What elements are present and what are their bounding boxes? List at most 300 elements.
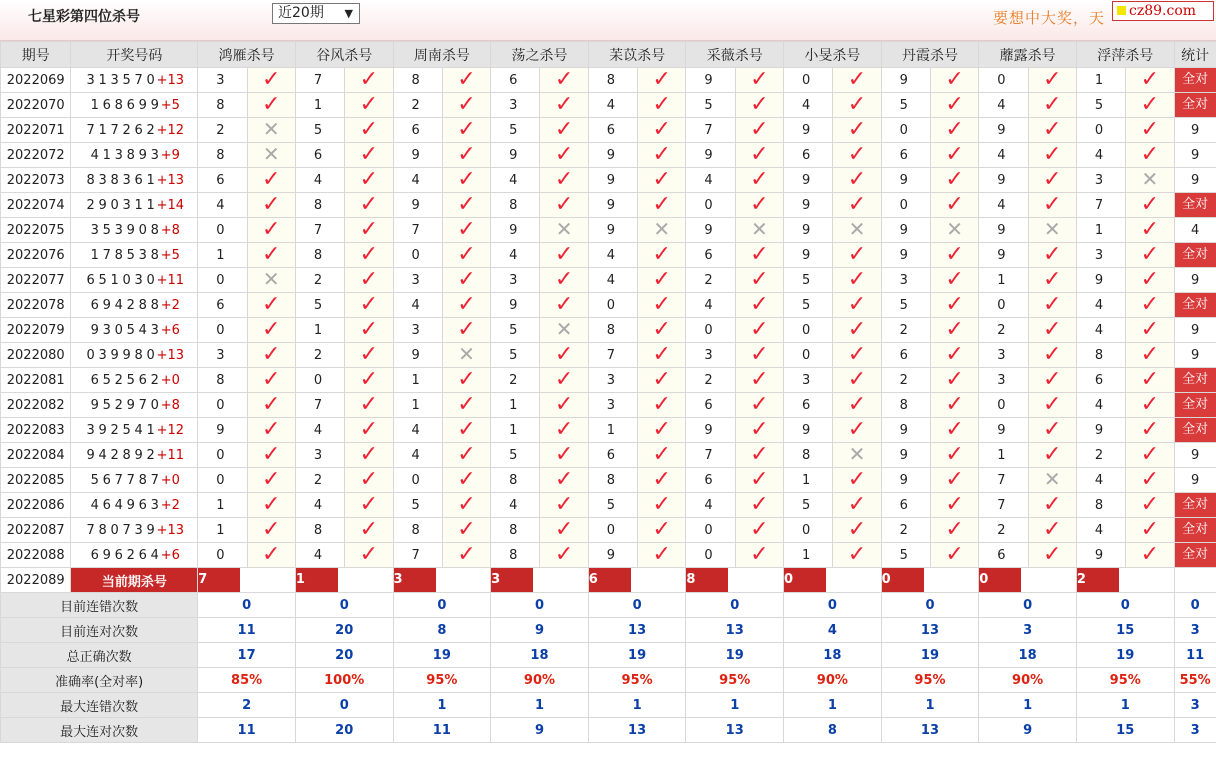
- checkmark-icon: ✓: [554, 342, 574, 367]
- kill-number-cell: 0: [979, 393, 1028, 418]
- checkmark-icon: ✓: [652, 542, 671, 567]
- checkmark-icon: ✓: [652, 242, 671, 267]
- checkmark-icon: ✓: [359, 442, 379, 467]
- all-correct-badge: 全对: [1175, 293, 1216, 317]
- current-kill-number: 0: [979, 568, 1021, 592]
- draw-cell: [71, 318, 198, 343]
- current-kill-number: 3: [491, 568, 533, 592]
- checkmark-icon: ✓: [750, 492, 769, 517]
- kill-number-cell: 9: [588, 168, 637, 193]
- stat-value: 9: [1191, 272, 1200, 288]
- checkmark-icon: ✓: [847, 492, 867, 517]
- result-cell: [638, 193, 686, 218]
- checkmark-icon: ✓: [750, 92, 769, 117]
- kill-number-cell: 5: [881, 293, 930, 318]
- checkmark-icon: ✓: [945, 517, 964, 542]
- kill-number-cell: 2: [881, 318, 930, 343]
- stats-value: 11: [198, 618, 296, 643]
- kill-number-cell: 4: [1076, 393, 1125, 418]
- kill-number-cell: 9: [784, 193, 833, 218]
- kill-number-cell: 1: [491, 393, 540, 418]
- draw-digits: 3 1 3 5 7 0: [86, 72, 155, 88]
- checkmark-icon: ✓: [1140, 467, 1160, 492]
- stat-cell: [1174, 293, 1216, 318]
- period-cell: 2022073: [1, 168, 71, 193]
- result-cell: [1126, 68, 1174, 93]
- stats-value: 95%: [393, 668, 491, 693]
- result-cell: [442, 243, 490, 268]
- result-cell: [1126, 293, 1174, 318]
- kill-number-cell: 9: [686, 218, 735, 243]
- period-cell: 2022072: [1, 143, 71, 168]
- checkmark-icon: ✓: [554, 67, 574, 92]
- draw-sum: +8: [160, 397, 180, 413]
- all-correct-badge: 全对: [1175, 393, 1216, 417]
- result-cell: [1028, 393, 1076, 418]
- draw-digits: 9 5 2 9 7 0: [90, 397, 159, 413]
- kill-number-cell: 6: [784, 143, 833, 168]
- table-row: [1, 193, 1216, 218]
- stat-cell: [1174, 118, 1216, 143]
- draw-sum: +8: [160, 222, 180, 238]
- result-cell: [735, 393, 783, 418]
- kill-number-cell: 3: [198, 68, 247, 93]
- stats-value: 0: [686, 593, 784, 618]
- table-row: [1, 468, 1216, 493]
- kill-number-cell: 0: [686, 193, 735, 218]
- stats-value: 90%: [491, 668, 589, 693]
- current-kill-cell: [393, 568, 491, 593]
- col-header-expert: 鸿雁杀号: [198, 42, 296, 68]
- draw-digits: 6 5 1 0 3 0: [86, 272, 155, 288]
- current-kill-cell: [1076, 568, 1174, 593]
- checkmark-icon: ✓: [847, 242, 867, 267]
- result-cell: [1126, 193, 1174, 218]
- checkmark-icon: ✓: [652, 67, 671, 92]
- kill-number-cell: 0: [686, 543, 735, 568]
- kill-number-cell: 2: [393, 93, 442, 118]
- stat-value: 9: [1191, 147, 1200, 163]
- checkmark-icon: ✓: [652, 117, 671, 142]
- kill-number-cell: 5: [295, 293, 344, 318]
- checkmark-icon: ✓: [554, 92, 574, 117]
- checkmark-icon: ✓: [457, 217, 476, 242]
- checkmark-icon: ✓: [945, 242, 964, 267]
- checkmark-icon: ✓: [847, 392, 867, 417]
- checkmark-icon: ✓: [554, 167, 574, 192]
- checkmark-icon: ✓: [1043, 542, 1062, 567]
- checkmark-icon: ✓: [652, 367, 671, 392]
- stat-value: 9: [1191, 172, 1200, 188]
- kill-number-cell: 5: [295, 118, 344, 143]
- kill-number-cell: 3: [491, 268, 540, 293]
- current-kill-cell: [686, 568, 784, 593]
- result-cell: [247, 168, 295, 193]
- result-cell: [833, 543, 881, 568]
- stats-label: 最大连对次数: [1, 718, 198, 743]
- table-row: [1, 368, 1216, 393]
- result-cell: [735, 168, 783, 193]
- stats-value: 95%: [881, 668, 979, 693]
- result-cell: [247, 343, 295, 368]
- result-cell: [833, 243, 881, 268]
- kill-number-cell: 9: [588, 193, 637, 218]
- checkmark-icon: ✓: [750, 67, 769, 92]
- result-cell: [247, 93, 295, 118]
- checkmark-icon: ✓: [1140, 292, 1160, 317]
- draw-sum: +5: [160, 247, 180, 263]
- stats-row: [1, 643, 1216, 668]
- result-cell: [247, 293, 295, 318]
- checkmark-icon: ✓: [652, 142, 671, 167]
- checkmark-icon: ✓: [554, 267, 574, 292]
- kill-number-cell: 9: [1076, 418, 1125, 443]
- checkmark-icon: ✓: [359, 517, 379, 542]
- stats-value: 95%: [1076, 668, 1174, 693]
- result-cell: [247, 368, 295, 393]
- draw-cell: [71, 168, 198, 193]
- checkmark-icon: ✓: [847, 292, 867, 317]
- site-logo[interactable]: [1112, 1, 1214, 21]
- checkmark-icon: ✓: [847, 117, 867, 142]
- kill-number-cell: 8: [491, 518, 540, 543]
- checkmark-icon: ✓: [1140, 517, 1160, 542]
- stats-value: 20: [295, 618, 393, 643]
- checkmark-icon: ✓: [847, 192, 867, 217]
- checkmark-icon: ✓: [262, 417, 281, 442]
- result-cell: [638, 543, 686, 568]
- period-cell: 2022085: [1, 468, 71, 493]
- kill-number-cell: 7: [979, 493, 1028, 518]
- checkmark-icon: ✓: [652, 192, 671, 217]
- result-cell: [247, 318, 295, 343]
- stat-cell: [1174, 68, 1216, 93]
- current-kill-cell: [881, 568, 979, 593]
- kill-number-cell: 6: [295, 143, 344, 168]
- result-cell: [833, 343, 881, 368]
- checkmark-icon: ✓: [652, 292, 671, 317]
- result-cell: [833, 118, 881, 143]
- slogan-text: 要想中大奖，天: [993, 9, 1106, 27]
- table-header-row: [1, 42, 1216, 68]
- checkmark-icon: ✓: [457, 117, 476, 142]
- result-cell: [442, 368, 490, 393]
- result-cell: [735, 468, 783, 493]
- draw-sum: +2: [160, 297, 180, 313]
- draw-sum: +13: [156, 172, 185, 188]
- checkmark-icon: ✓: [457, 392, 476, 417]
- stats-label: 目前连错次数: [1, 593, 198, 618]
- kill-number-cell: 3: [491, 93, 540, 118]
- checkmark-icon: ✓: [554, 142, 574, 167]
- result-cell: [735, 443, 783, 468]
- draw-sum: +12: [156, 122, 185, 138]
- result-cell: [735, 493, 783, 518]
- result-cell: [540, 218, 588, 243]
- kill-number-cell: 0: [393, 468, 442, 493]
- result-cell: [833, 468, 881, 493]
- stat-cell: [1174, 468, 1216, 493]
- result-cell: [247, 218, 295, 243]
- checkmark-icon: ✓: [652, 267, 671, 292]
- period-select[interactable]: [272, 3, 360, 24]
- kill-number-cell: 1: [295, 318, 344, 343]
- kill-number-cell: 1: [1076, 218, 1125, 243]
- kill-number-cell: 3: [979, 343, 1028, 368]
- kill-number-cell: 0: [295, 368, 344, 393]
- result-cell: [638, 343, 686, 368]
- checkmark-icon: ✓: [652, 92, 671, 117]
- kill-number-cell: 6: [881, 343, 930, 368]
- checkmark-icon: ✓: [1043, 192, 1062, 217]
- table-row: [1, 268, 1216, 293]
- checkmark-icon: ✓: [652, 342, 671, 367]
- checkmark-icon: ✓: [945, 142, 964, 167]
- period-cell: 2022070: [1, 93, 71, 118]
- current-kill-label: 当前期杀号: [71, 568, 198, 593]
- kill-number-cell: 9: [491, 293, 540, 318]
- result-cell: [930, 543, 978, 568]
- checkmark-icon: ✓: [457, 442, 476, 467]
- kill-number-cell: 0: [881, 193, 930, 218]
- checkmark-icon: ✓: [847, 467, 867, 492]
- checkmark-icon: ✓: [1043, 392, 1062, 417]
- result-cell: [247, 393, 295, 418]
- stats-value: 19: [393, 643, 491, 668]
- current-period-cell: 2022089: [1, 568, 71, 593]
- kill-number-cell: 5: [1076, 93, 1125, 118]
- stats-value: 19: [588, 643, 686, 668]
- stat-cell: [1174, 368, 1216, 393]
- result-cell: [735, 343, 783, 368]
- kill-number-cell: 9: [881, 418, 930, 443]
- stats-value: 9: [979, 718, 1077, 743]
- result-cell: [930, 468, 978, 493]
- checkmark-icon: ✓: [554, 292, 574, 317]
- result-cell: [345, 343, 393, 368]
- result-cell: [735, 368, 783, 393]
- period-cell: 2022079: [1, 318, 71, 343]
- kill-number-cell: 0: [686, 318, 735, 343]
- kill-number-cell: 7: [1076, 193, 1125, 218]
- kill-number-cell: 9: [881, 68, 930, 93]
- result-cell: [1126, 118, 1174, 143]
- kill-number-cell: 3: [784, 368, 833, 393]
- kill-number-cell: 4: [588, 268, 637, 293]
- cross-icon: ✕: [555, 217, 573, 241]
- result-cell: [1126, 543, 1174, 568]
- kill-number-cell: 7: [979, 468, 1028, 493]
- stat-cell: [1174, 393, 1216, 418]
- stats-value: 2: [198, 693, 296, 718]
- draw-sum: +11: [156, 272, 185, 288]
- current-kill-number: 7: [198, 568, 240, 592]
- checkmark-icon: ✓: [457, 242, 476, 267]
- kill-number-cell: 6: [784, 393, 833, 418]
- result-cell: [1126, 368, 1174, 393]
- checkmark-icon: ✓: [359, 417, 379, 442]
- checkmark-icon: ✓: [750, 442, 769, 467]
- result-cell: [1126, 93, 1174, 118]
- kill-number-cell: 0: [393, 243, 442, 268]
- kill-number-cell: 1: [588, 418, 637, 443]
- kill-number-cell: 5: [491, 343, 540, 368]
- draw-sum: +14: [156, 197, 185, 213]
- draw-digits: 5 6 7 7 8 7: [90, 472, 159, 488]
- kill-number-cell: 2: [295, 468, 344, 493]
- kill-number-cell: 8: [393, 518, 442, 543]
- result-cell: [930, 143, 978, 168]
- kill-number-cell: 7: [686, 118, 735, 143]
- stats-label: 总正确次数: [1, 643, 198, 668]
- stats-value: 1: [588, 693, 686, 718]
- kill-number-cell: 2: [686, 268, 735, 293]
- result-cell: [638, 493, 686, 518]
- header-bar: [0, 0, 1216, 41]
- kill-number-cell: 9: [686, 68, 735, 93]
- stats-value: 4: [784, 618, 882, 643]
- stats-row: [1, 718, 1216, 743]
- kill-number-cell: 5: [784, 493, 833, 518]
- kill-number-cell: 9: [881, 443, 930, 468]
- stat-value: 9: [1191, 122, 1200, 138]
- checkmark-icon: ✓: [457, 417, 476, 442]
- result-cell: [540, 168, 588, 193]
- kill-number-cell: 2: [491, 368, 540, 393]
- kill-number-cell: 8: [881, 393, 930, 418]
- checkmark-icon: ✓: [1043, 67, 1062, 92]
- table-row: [1, 218, 1216, 243]
- kill-number-cell: 9: [1076, 268, 1125, 293]
- result-cell: [540, 93, 588, 118]
- checkmark-icon: ✓: [457, 467, 476, 492]
- result-cell: [638, 118, 686, 143]
- kill-number-cell: 4: [588, 93, 637, 118]
- result-cell: [247, 193, 295, 218]
- checkmark-icon: ✓: [262, 167, 281, 192]
- result-cell: [1126, 218, 1174, 243]
- stats-value: 13: [881, 718, 979, 743]
- result-cell: [1126, 418, 1174, 443]
- result-cell: [833, 293, 881, 318]
- kill-number-cell: 0: [686, 518, 735, 543]
- kill-number-cell: 9: [588, 218, 637, 243]
- checkmark-icon: ✓: [359, 92, 379, 117]
- result-cell: [540, 518, 588, 543]
- stats-value: 18: [784, 643, 882, 668]
- period-cell: 2022084: [1, 443, 71, 468]
- draw-digits: 9 4 2 8 9 2: [86, 447, 155, 463]
- result-cell: [638, 418, 686, 443]
- result-cell: [540, 393, 588, 418]
- stat-cell: [1174, 268, 1216, 293]
- current-kill-cell: [491, 568, 589, 593]
- kill-number-cell: 0: [198, 468, 247, 493]
- stats-total: 3: [1174, 718, 1216, 743]
- kill-number-cell: 4: [491, 243, 540, 268]
- current-kill-cell: [979, 568, 1077, 593]
- checkmark-icon: ✓: [457, 292, 476, 317]
- checkmark-icon: ✓: [1140, 417, 1160, 442]
- result-cell: [1028, 218, 1076, 243]
- draw-cell: [71, 493, 198, 518]
- table-row: [1, 318, 1216, 343]
- checkmark-icon: ✓: [652, 517, 671, 542]
- checkmark-icon: ✓: [945, 392, 964, 417]
- result-cell: [540, 68, 588, 93]
- cross-icon: ✕: [555, 317, 573, 341]
- stats-total: 0: [1174, 593, 1216, 618]
- result-cell: [930, 93, 978, 118]
- result-cell: [442, 143, 490, 168]
- result-cell: [442, 443, 490, 468]
- kill-number-cell: 9: [881, 168, 930, 193]
- kill-number-cell: 4: [686, 293, 735, 318]
- result-cell: [345, 468, 393, 493]
- kill-number-cell: 0: [198, 443, 247, 468]
- kill-number-cell: 9: [979, 418, 1028, 443]
- kill-number-cell: 8: [784, 443, 833, 468]
- result-cell: [345, 493, 393, 518]
- col-header-expert: 谷风杀号: [295, 42, 393, 68]
- result-cell: [930, 518, 978, 543]
- result-cell: [638, 468, 686, 493]
- stats-value: 90%: [979, 668, 1077, 693]
- kill-number-cell: 5: [393, 493, 442, 518]
- stats-value: 8: [784, 718, 882, 743]
- kill-number-cell: 1: [784, 468, 833, 493]
- kill-number-cell: 8: [295, 518, 344, 543]
- checkmark-icon: ✓: [457, 317, 476, 342]
- draw-digits: 4 6 4 9 6 3: [90, 497, 159, 513]
- result-cell: [442, 518, 490, 543]
- stats-value: 13: [588, 718, 686, 743]
- kill-number-cell: 8: [198, 143, 247, 168]
- result-cell: [1126, 343, 1174, 368]
- checkmark-icon: ✓: [457, 517, 476, 542]
- checkmark-icon: ✓: [262, 192, 281, 217]
- stats-value: 20: [295, 718, 393, 743]
- draw-sum: +13: [156, 72, 185, 88]
- current-stat-cell: [1174, 568, 1216, 593]
- result-cell: [442, 268, 490, 293]
- table-row: [1, 243, 1216, 268]
- kill-number-cell: 3: [393, 268, 442, 293]
- checkmark-icon: ✓: [1140, 317, 1160, 342]
- table-body: [1, 68, 1216, 743]
- kill-number-cell: 6: [979, 543, 1028, 568]
- result-cell: [1028, 193, 1076, 218]
- period-cell: 2022075: [1, 218, 71, 243]
- checkmark-icon: ✓: [945, 467, 964, 492]
- stats-value: 15: [1076, 718, 1174, 743]
- stats-value: 0: [198, 593, 296, 618]
- kill-number-cell: 3: [1076, 243, 1125, 268]
- kill-number-cell: 8: [295, 243, 344, 268]
- result-cell: [1028, 268, 1076, 293]
- draw-sum: +6: [160, 547, 180, 563]
- draw-cell: [71, 543, 198, 568]
- result-cell: [1028, 418, 1076, 443]
- checkmark-icon: ✓: [750, 542, 769, 567]
- all-correct-badge: 全对: [1175, 368, 1216, 392]
- checkmark-icon: ✓: [750, 267, 769, 292]
- checkmark-icon: ✓: [457, 142, 476, 167]
- draw-cell: [71, 268, 198, 293]
- result-cell: [345, 393, 393, 418]
- kill-number-cell: 9: [491, 143, 540, 168]
- checkmark-icon: ✓: [359, 392, 379, 417]
